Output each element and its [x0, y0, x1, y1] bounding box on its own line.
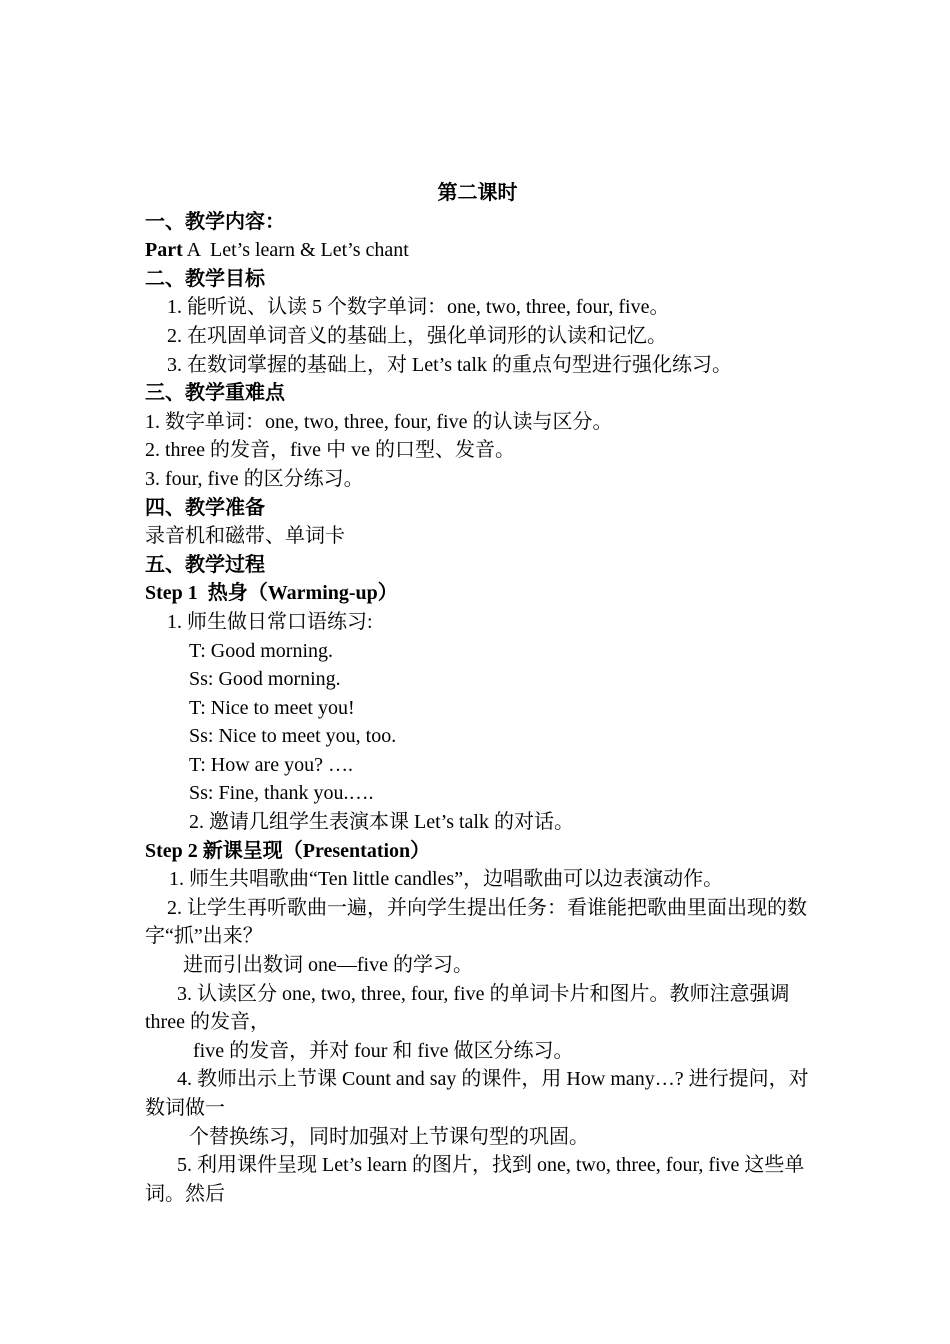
step2-item — [145, 1065, 810, 1122]
step2-item — [145, 1151, 810, 1208]
step2-item: 进而引出数词 one—five 的学习。 — [183, 954, 473, 977]
step2-item: 1. 师生共唱歌曲“Ten little candles”，边唱歌曲可以边表演动作。 — [169, 868, 724, 891]
step2-item-text: 2. 让学生再听歌曲一遍，并向学生提出任务：看谁能把歌曲里面出现的数字“抓”出来？ — [145, 896, 807, 948]
keypoints-heading: 三、教学重难点 — [145, 382, 285, 405]
part-text: A Let’s learn & Let’s chant — [182, 239, 409, 262]
dialogue-line: Ss: Good morning. — [189, 668, 341, 691]
dialogue-line: Ss: Nice to meet you, too. — [189, 725, 397, 748]
step2-item-text: 5. 利用课件呈现 Let’s learn 的图片，找到 one, two, three, four, five 这些单词。然后 — [145, 1154, 805, 1205]
step2-item — [145, 980, 810, 1037]
dialogue-line: Ss: Fine, thank you.…. — [189, 782, 374, 805]
goal-item: 3. 在数词掌握的基础上，对 Let’s talk 的重点句型进行强化练习。 — [167, 353, 732, 376]
step2-item: 个替换练习，同时加强对上节课句型的巩固。 — [189, 1125, 589, 1148]
step2-item-text: 3. 认读区分 one, two, three, four, five 的单词卡片和图片。教师注意强调 three 的发音， — [145, 982, 790, 1034]
goal-item: 2. 在巩固单词音义的基础上，强化单词形的认读和记忆。 — [167, 324, 667, 347]
document-page — [145, 179, 810, 1208]
step2-item: five 的发音，并对 four 和 five 做区分练习。 — [193, 1039, 574, 1062]
dialogue-line: T: Nice to meet you! — [189, 696, 355, 719]
step1-heading: Step 1 热身（Warming-up） — [145, 582, 398, 605]
content-part-line — [145, 236, 810, 265]
step2-item — [145, 894, 810, 951]
step1-item: 1. 师生做日常口语练习: — [167, 610, 373, 633]
keypoint-item: 2. three 的发音，five 中 ve 的口型、发音。 — [145, 439, 515, 462]
dialogue-line: T: How are you? …. — [189, 753, 353, 776]
part-label: Part — [145, 239, 183, 262]
prep-text: 录音机和磁带、单词卡 — [145, 525, 345, 548]
goal-item: 1. 能听说、认读 5 个数字单词：one, two, three, four, five。 — [167, 296, 670, 319]
step1-item: 2. 邀请几组学生表演本课 Let’s talk 的对话。 — [189, 811, 574, 834]
process-heading: 五、教学过程 — [145, 553, 265, 576]
keypoint-item: 1. 数字单词：one, two, three, four, five 的认读与区分。 — [145, 410, 613, 433]
step2-heading: Step 2 新课呈现（Presentation） — [145, 839, 431, 862]
content-heading: 一、教学内容： — [145, 210, 285, 233]
step2-item-text: 4. 教师出示上节课 Count and say 的课件，用 How many…? 进行提问，对数词做一 — [145, 1068, 809, 1119]
dialogue-line: T: Good morning. — [189, 639, 333, 662]
prep-heading: 四、教学准备 — [145, 496, 265, 519]
goals-heading: 二、教学目标 — [145, 267, 265, 290]
page-title: 第二课时 — [437, 182, 518, 204]
keypoint-item: 3. four, five 的区分练习。 — [145, 467, 364, 490]
